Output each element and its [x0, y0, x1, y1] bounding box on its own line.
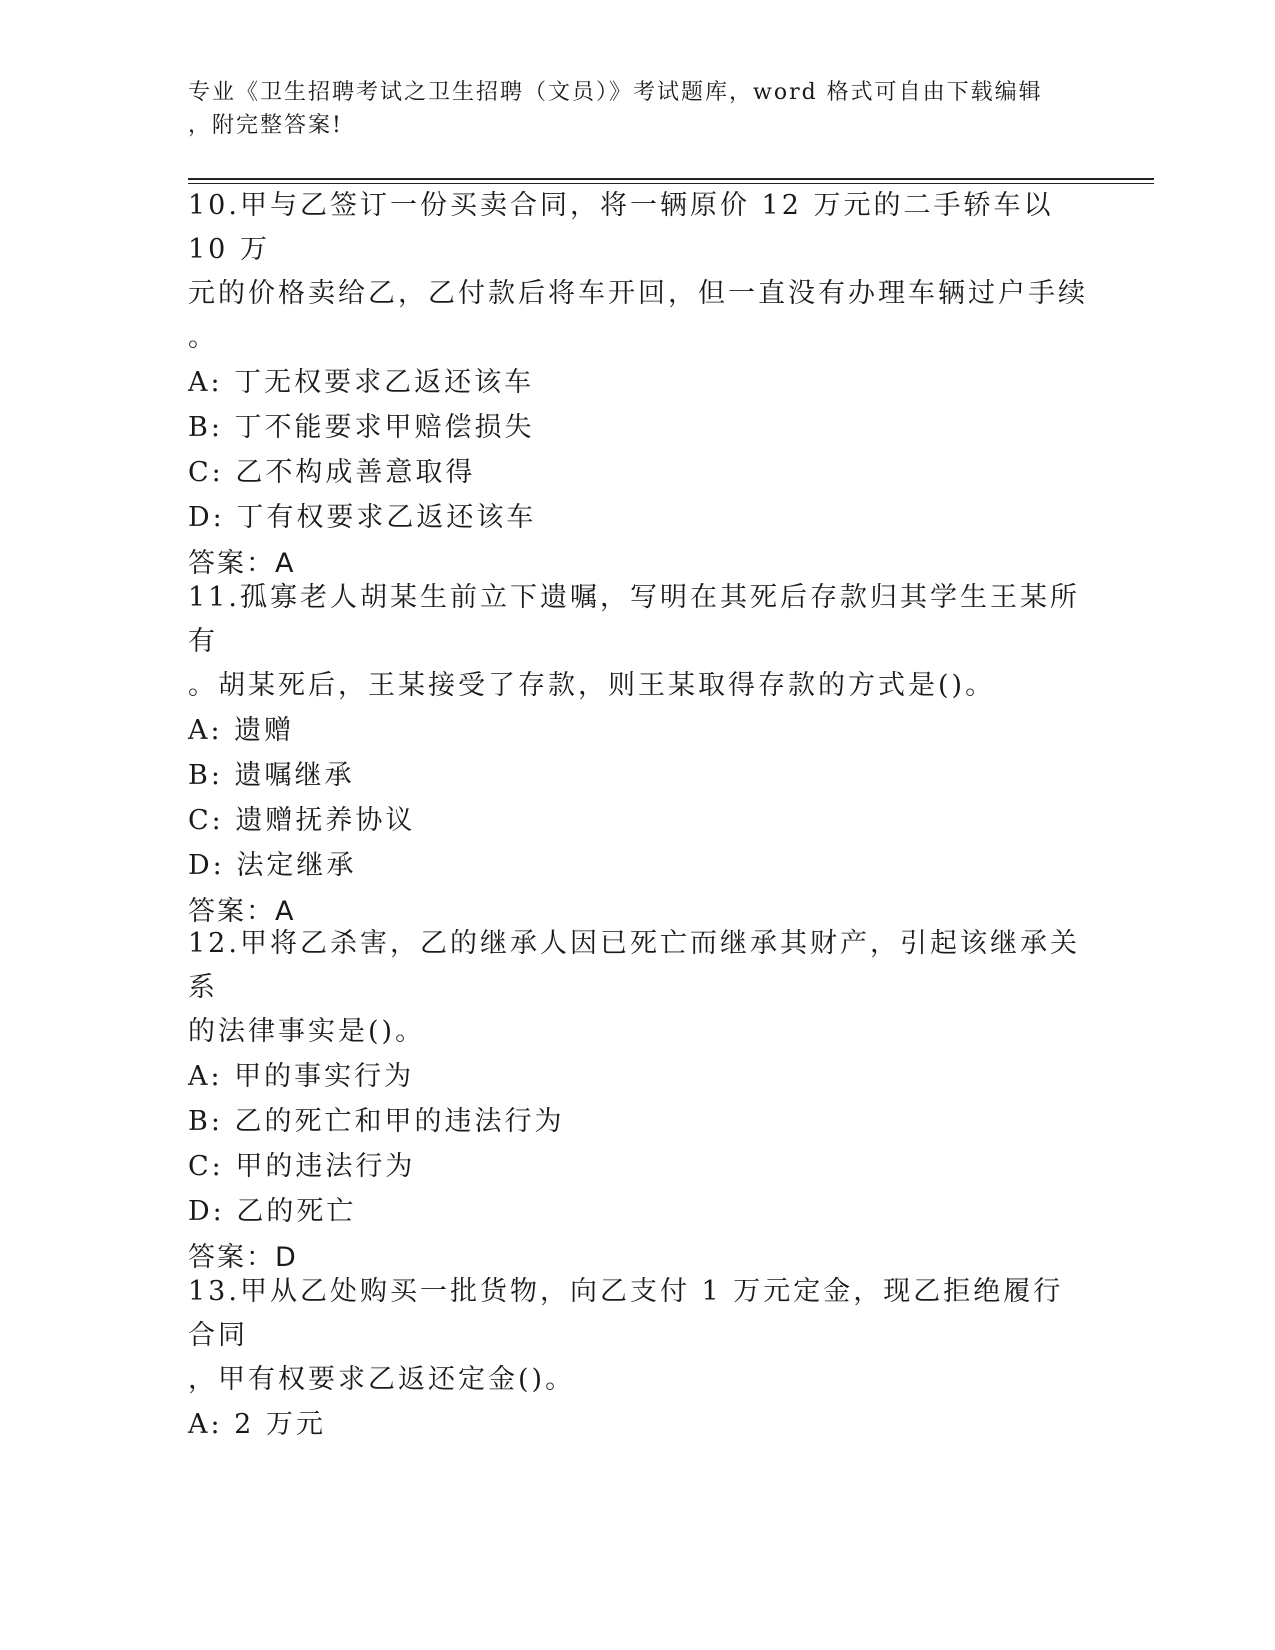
option-a: A: 2 万元: [188, 1409, 326, 1440]
question-stem-line: 13.甲从乙处购买一批货物，向乙支付 1 万元定金，现乙拒绝履行合同: [188, 1276, 1064, 1351]
option-c: C: 甲的违法行为: [188, 1151, 416, 1182]
option-b: B: 丁不能要求甲赔偿损失: [188, 412, 535, 443]
answer: 答案：A: [188, 548, 296, 579]
header-line-2: ，附完整答案!: [188, 113, 343, 138]
option-c: C: 乙不构成善意取得: [188, 457, 476, 488]
question-stem-line: ，甲有权要求乙返还定金()。: [188, 1364, 576, 1395]
option-b: B: 乙的死亡和甲的违法行为: [188, 1106, 565, 1137]
question-11: [188, 576, 1088, 935]
option-b: B: 遗嘱继承: [188, 760, 355, 791]
header-line-1: 专业《卫生招聘考试之卫生招聘（文员）》考试题库，word 格式可自由下载编辑: [188, 80, 1043, 105]
option-a: A: 丁无权要求乙返还该车: [188, 367, 535, 398]
question-stem-line: 10.甲与乙签订一份买卖合同，将一辆原价 12 万元的二手轿车以 10 万: [188, 190, 1054, 265]
question-12: [188, 922, 1088, 1281]
question-stem-line: 12.甲将乙杀害，乙的继承人因已死亡而继承其财产，引起该继承关系: [188, 928, 1080, 1003]
option-c: C: 遗赠抚养协议: [188, 805, 416, 836]
answer: 答案：A: [188, 896, 296, 927]
option-d: D: 法定继承: [188, 850, 357, 881]
answer: 答案：D: [188, 1242, 298, 1273]
question-stem-line: 的法律事实是()。: [188, 1016, 426, 1047]
question-stem-line: 11.孤寡老人胡某生前立下遗嘱，写明在其死后存款归其学生王某所有: [188, 582, 1080, 657]
option-a: A: 甲的事实行为: [188, 1061, 415, 1092]
question-stem-line: 。胡某死后，王某接受了存款，则王某取得存款的方式是()。: [188, 670, 996, 701]
option-a: A: 遗赠: [188, 715, 295, 746]
option-d: D: 丁有权要求乙返还该车: [188, 502, 537, 533]
question-13: [188, 1270, 1088, 1447]
question-stem-line: 。: [188, 322, 218, 353]
header-divider-thick: [188, 178, 1154, 180]
question-stem-line: 元的价格卖给乙，乙付款后将车开回，但一直没有办理车辆过户手续: [188, 278, 1088, 309]
question-10: [188, 184, 1088, 587]
document-header: [188, 76, 1068, 142]
option-d: D: 乙的死亡: [188, 1196, 357, 1227]
